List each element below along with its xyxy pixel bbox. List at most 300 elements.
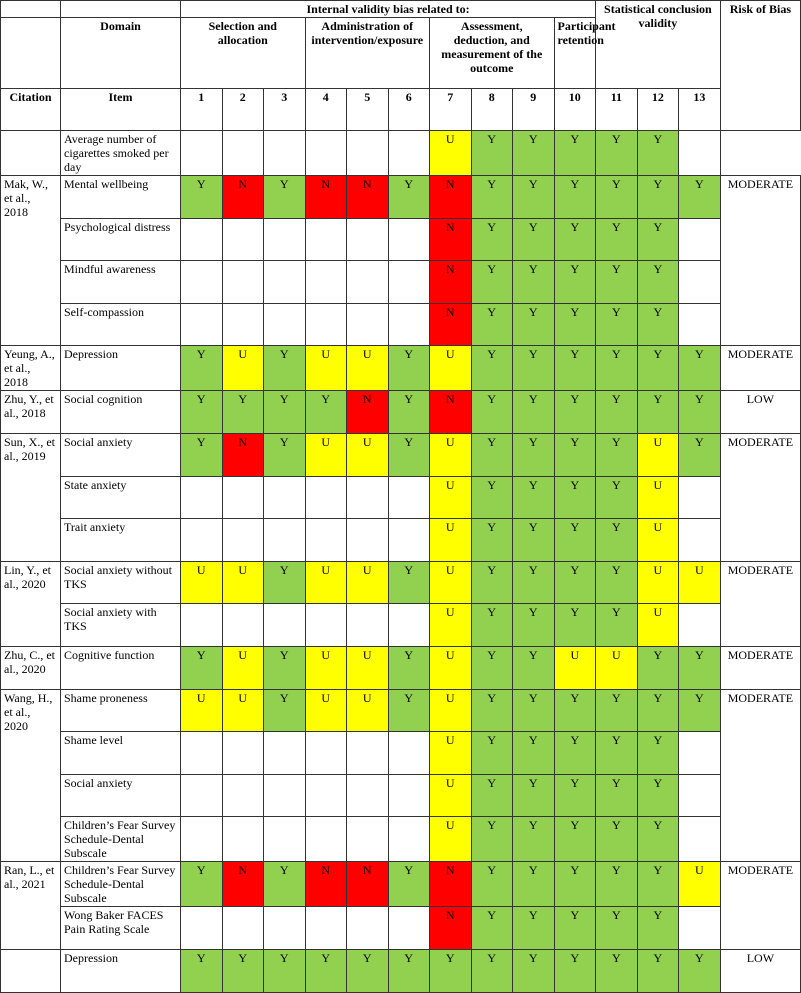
- item-cell: Self-compassion: [61, 303, 181, 346]
- rating-cell: Y: [264, 391, 306, 434]
- rating-cell: Y: [471, 433, 513, 476]
- rating-cell: Y: [679, 433, 721, 476]
- item-cell: Wong Baker FACES Pain Rating Scale: [61, 907, 181, 950]
- rating-cell: N: [430, 176, 472, 219]
- rating-cell: Y: [471, 862, 513, 907]
- rating-cell: [347, 476, 389, 519]
- domain-header: Domain: [61, 18, 181, 89]
- table-row: [1, 176, 801, 219]
- rating-cell: [305, 261, 347, 304]
- rating-cell: Y: [554, 519, 596, 562]
- rating-cell: Y: [637, 907, 679, 950]
- rating-cell: Y: [637, 817, 679, 862]
- rating-cell: Y: [596, 261, 638, 304]
- rating-cell: [679, 261, 721, 304]
- domain-group-header: Administration of intervention/exposure: [305, 18, 430, 89]
- rating-cell: [305, 303, 347, 346]
- rating-cell: Y: [679, 689, 721, 732]
- rating-cell: U: [347, 433, 389, 476]
- rating-cell: [347, 131, 389, 176]
- criterion-number: 7: [430, 89, 472, 131]
- citation-header: Citation: [1, 89, 61, 131]
- table-row: [1, 346, 801, 391]
- rating-cell: [305, 817, 347, 862]
- rating-cell: Y: [679, 646, 721, 689]
- rating-cell: [264, 907, 306, 950]
- rating-cell: Y: [347, 949, 389, 992]
- rating-cell: N: [430, 907, 472, 950]
- rating-cell: U: [347, 346, 389, 391]
- rating-cell: Y: [264, 646, 306, 689]
- rating-cell: [222, 774, 264, 817]
- rating-cell: N: [430, 261, 472, 304]
- rating-cell: Y: [513, 346, 555, 391]
- risk-cell: LOW: [720, 949, 801, 992]
- table-row: [1, 218, 801, 261]
- rating-cell: [264, 476, 306, 519]
- criterion-number: 6: [388, 89, 430, 131]
- blank-header: [61, 1, 181, 18]
- rating-cell: Y: [264, 433, 306, 476]
- item-cell: Shame proneness: [61, 689, 181, 732]
- rating-cell: Y: [222, 949, 264, 992]
- criterion-number: 8: [471, 89, 513, 131]
- rating-cell: Y: [513, 261, 555, 304]
- item-cell: Psychological distress: [61, 218, 181, 261]
- rating-cell: Y: [264, 689, 306, 732]
- rating-cell: [388, 303, 430, 346]
- rating-cell: Y: [388, 862, 430, 907]
- rating-cell: Y: [554, 261, 596, 304]
- rating-cell: [222, 131, 264, 176]
- rating-cell: [222, 303, 264, 346]
- rating-cell: U: [347, 561, 389, 604]
- rating-cell: Y: [388, 646, 430, 689]
- rating-cell: [222, 907, 264, 950]
- rating-cell: Y: [181, 646, 223, 689]
- rating-cell: Y: [637, 689, 679, 732]
- rating-cell: [347, 261, 389, 304]
- rating-cell: U: [430, 561, 472, 604]
- item-cell: Depression: [61, 346, 181, 391]
- rating-cell: U: [305, 561, 347, 604]
- rating-cell: Y: [388, 176, 430, 219]
- item-cell: Average number of cigarettes smoked per day: [61, 131, 181, 176]
- rating-cell: [679, 604, 721, 647]
- rating-cell: Y: [471, 131, 513, 176]
- rating-cell: Y: [596, 303, 638, 346]
- rating-cell: Y: [181, 949, 223, 992]
- domain-group-header: Participant retention: [554, 18, 596, 89]
- rating-cell: [181, 131, 223, 176]
- rating-cell: Y: [554, 862, 596, 907]
- rating-cell: U: [637, 476, 679, 519]
- rating-cell: U: [430, 689, 472, 732]
- table-row: [1, 732, 801, 775]
- rating-cell: [181, 907, 223, 950]
- rating-cell: Y: [554, 433, 596, 476]
- rating-cell: N: [347, 391, 389, 434]
- rating-cell: U: [430, 646, 472, 689]
- risk-cell: MODERATE: [720, 862, 801, 950]
- rating-cell: [222, 476, 264, 519]
- rating-cell: Y: [471, 476, 513, 519]
- rating-cell: Y: [471, 346, 513, 391]
- rating-cell: [181, 604, 223, 647]
- rating-cell: [679, 303, 721, 346]
- rating-cell: [181, 774, 223, 817]
- rating-cell: Y: [181, 391, 223, 434]
- citation-cell: Ran, L., et al., 2021: [1, 862, 61, 950]
- rating-cell: U: [181, 689, 223, 732]
- rating-cell: U: [637, 561, 679, 604]
- rating-cell: [388, 604, 430, 647]
- rating-cell: Y: [513, 176, 555, 219]
- rating-cell: Y: [596, 433, 638, 476]
- rating-cell: Y: [637, 218, 679, 261]
- rating-cell: Y: [554, 604, 596, 647]
- rating-cell: Y: [181, 346, 223, 391]
- rating-cell: [181, 476, 223, 519]
- rating-cell: [347, 604, 389, 647]
- rating-cell: U: [347, 689, 389, 732]
- rating-cell: [679, 907, 721, 950]
- item-cell: State anxiety: [61, 476, 181, 519]
- rating-cell: [305, 774, 347, 817]
- criterion-number: 3: [264, 89, 306, 131]
- rating-cell: Y: [554, 303, 596, 346]
- rating-cell: Y: [554, 476, 596, 519]
- rating-cell: [222, 604, 264, 647]
- domain-group-header: Selection and allocation: [181, 18, 306, 89]
- criterion-number: 9: [513, 89, 555, 131]
- rating-cell: Y: [222, 391, 264, 434]
- risk-cell: MODERATE: [720, 561, 801, 646]
- rating-cell: Y: [471, 176, 513, 219]
- rating-cell: Y: [388, 391, 430, 434]
- blank-header: [1, 18, 61, 89]
- rating-cell: Y: [513, 817, 555, 862]
- table-row: [1, 862, 801, 907]
- rating-cell: [347, 519, 389, 562]
- table-row: [1, 433, 801, 476]
- risk-cell: LOW: [720, 391, 801, 434]
- rating-cell: U: [430, 476, 472, 519]
- rating-cell: Y: [596, 519, 638, 562]
- criterion-number: 4: [305, 89, 347, 131]
- rating-cell: Y: [637, 732, 679, 775]
- item-cell: Cognitive function: [61, 646, 181, 689]
- rating-cell: [679, 732, 721, 775]
- item-cell: Social cognition: [61, 391, 181, 434]
- header-row-3: [1, 89, 801, 131]
- criterion-number: 5: [347, 89, 389, 131]
- table-row: [1, 689, 801, 732]
- rating-cell: [347, 218, 389, 261]
- rating-cell: U: [430, 604, 472, 647]
- table-row: [1, 949, 801, 992]
- table-row: [1, 646, 801, 689]
- item-cell: Social anxiety: [61, 774, 181, 817]
- item-cell: Children’s Fear Survey Schedule-Dental Subscale: [61, 817, 181, 862]
- rating-cell: Y: [181, 433, 223, 476]
- domain-group-header: Assessment, deduction, and measurement of the outcome: [430, 18, 555, 89]
- rating-cell: Y: [596, 176, 638, 219]
- rating-cell: Y: [554, 131, 596, 176]
- citation-cell: Lin, Y., et al., 2020: [1, 561, 61, 646]
- rating-cell: Y: [554, 176, 596, 219]
- rating-cell: Y: [637, 303, 679, 346]
- rating-cell: U: [181, 561, 223, 604]
- rating-cell: Y: [679, 391, 721, 434]
- rating-cell: Y: [637, 949, 679, 992]
- rating-cell: [388, 732, 430, 775]
- citation-cell: Mak, W., et al., 2018: [1, 176, 61, 346]
- rating-cell: [264, 604, 306, 647]
- rating-cell: Y: [637, 391, 679, 434]
- rating-cell: Y: [388, 689, 430, 732]
- table-row: [1, 907, 801, 950]
- table-row: [1, 817, 801, 862]
- rating-cell: Y: [679, 346, 721, 391]
- table-row: [1, 561, 801, 604]
- table-body: [1, 131, 801, 993]
- rating-cell: [264, 519, 306, 562]
- citation-cell: [1, 131, 61, 176]
- item-cell: Mindful awareness: [61, 261, 181, 304]
- statistical-validity-header: Statistical conclusion validity: [596, 1, 721, 89]
- item-cell: Trait anxiety: [61, 519, 181, 562]
- rating-cell: Y: [471, 774, 513, 817]
- rating-cell: [388, 774, 430, 817]
- rating-cell: [305, 131, 347, 176]
- rating-cell: U: [637, 433, 679, 476]
- criterion-number: 13: [679, 89, 721, 131]
- rating-cell: U: [637, 519, 679, 562]
- rating-cell: [388, 218, 430, 261]
- rating-cell: [347, 817, 389, 862]
- rating-cell: Y: [637, 646, 679, 689]
- rating-cell: U: [305, 346, 347, 391]
- rating-cell: Y: [637, 176, 679, 219]
- rating-cell: [388, 817, 430, 862]
- rating-cell: [305, 476, 347, 519]
- rating-cell: U: [222, 646, 264, 689]
- rating-cell: [181, 519, 223, 562]
- rating-cell: Y: [305, 949, 347, 992]
- table-row: [1, 604, 801, 647]
- rating-cell: Y: [471, 732, 513, 775]
- rating-cell: Y: [596, 476, 638, 519]
- rating-cell: Y: [471, 519, 513, 562]
- item-header: Item: [61, 89, 181, 131]
- rating-cell: U: [305, 646, 347, 689]
- citation-cell: Wang, H., et al., 2020: [1, 689, 61, 862]
- rating-cell: [388, 476, 430, 519]
- rating-cell: Y: [554, 907, 596, 950]
- rating-cell: [347, 907, 389, 950]
- rating-cell: Y: [513, 391, 555, 434]
- rating-cell: [305, 907, 347, 950]
- rating-cell: Y: [430, 949, 472, 992]
- rating-cell: Y: [637, 862, 679, 907]
- rating-cell: Y: [305, 391, 347, 434]
- risk-cell: MODERATE: [720, 176, 801, 346]
- risk-cell: MODERATE: [720, 433, 801, 561]
- rating-cell: Y: [596, 391, 638, 434]
- citation-cell: Zhu, C., et al., 2020: [1, 646, 61, 689]
- rating-cell: [264, 131, 306, 176]
- rating-cell: Y: [596, 561, 638, 604]
- internal-validity-header: Internal validity bias related to:: [181, 1, 596, 18]
- rating-cell: Y: [679, 949, 721, 992]
- rating-cell: Y: [554, 346, 596, 391]
- rating-cell: Y: [513, 949, 555, 992]
- rating-cell: Y: [513, 131, 555, 176]
- rating-cell: Y: [471, 303, 513, 346]
- rating-cell: Y: [513, 689, 555, 732]
- rating-cell: [347, 303, 389, 346]
- rating-cell: U: [679, 862, 721, 907]
- table-row: [1, 774, 801, 817]
- rating-cell: Y: [471, 646, 513, 689]
- citation-cell: Zhu, Y., et al., 2018: [1, 391, 61, 434]
- rating-cell: [305, 519, 347, 562]
- criterion-number: 2: [222, 89, 264, 131]
- rating-cell: Y: [513, 303, 555, 346]
- rating-cell: N: [305, 862, 347, 907]
- rating-cell: Y: [596, 689, 638, 732]
- rating-cell: N: [222, 862, 264, 907]
- rating-cell: [264, 774, 306, 817]
- rating-cell: Y: [513, 519, 555, 562]
- rating-cell: Y: [181, 176, 223, 219]
- rating-cell: Y: [513, 561, 555, 604]
- rating-cell: Y: [513, 732, 555, 775]
- rating-cell: [347, 732, 389, 775]
- rating-cell: Y: [513, 476, 555, 519]
- rating-cell: [679, 218, 721, 261]
- rating-cell: U: [347, 646, 389, 689]
- rating-cell: [181, 732, 223, 775]
- rating-cell: Y: [596, 732, 638, 775]
- item-cell: Mental wellbeing: [61, 176, 181, 219]
- item-cell: Depression: [61, 949, 181, 992]
- rating-cell: [679, 774, 721, 817]
- rating-cell: [264, 303, 306, 346]
- rating-cell: Y: [388, 949, 430, 992]
- criterion-number: 1: [181, 89, 223, 131]
- rating-cell: Y: [513, 646, 555, 689]
- rating-cell: [305, 732, 347, 775]
- table-row: [1, 131, 801, 176]
- rating-cell: Y: [388, 346, 430, 391]
- rating-cell: Y: [596, 817, 638, 862]
- table-row: [1, 261, 801, 304]
- rating-cell: Y: [471, 261, 513, 304]
- rating-cell: [388, 131, 430, 176]
- rating-cell: Y: [554, 774, 596, 817]
- rating-cell: Y: [637, 131, 679, 176]
- rating-cell: [305, 604, 347, 647]
- rating-cell: Y: [513, 433, 555, 476]
- rating-cell: Y: [596, 604, 638, 647]
- rating-cell: N: [430, 391, 472, 434]
- rating-cell: [181, 218, 223, 261]
- rating-cell: Y: [637, 774, 679, 817]
- rating-cell: U: [305, 689, 347, 732]
- rating-cell: Y: [554, 949, 596, 992]
- rating-cell: U: [430, 346, 472, 391]
- rating-cell: Y: [596, 907, 638, 950]
- rating-cell: [679, 131, 721, 176]
- rating-cell: Y: [596, 774, 638, 817]
- rating-cell: [181, 817, 223, 862]
- rating-cell: Y: [264, 176, 306, 219]
- table-row: [1, 476, 801, 519]
- rating-cell: Y: [596, 949, 638, 992]
- header-row-1: [1, 1, 801, 18]
- citation-cell: Yeung, A., et al., 2018: [1, 346, 61, 391]
- rating-cell: [222, 732, 264, 775]
- rating-cell: Y: [471, 218, 513, 261]
- rating-cell: U: [679, 561, 721, 604]
- rating-cell: Y: [471, 949, 513, 992]
- table-row: [1, 303, 801, 346]
- rating-cell: U: [430, 131, 472, 176]
- risk-cell: MODERATE: [720, 346, 801, 391]
- rating-cell: [388, 519, 430, 562]
- rating-cell: Y: [388, 561, 430, 604]
- rating-cell: U: [554, 646, 596, 689]
- rating-cell: [347, 774, 389, 817]
- rating-cell: [679, 817, 721, 862]
- rating-cell: Y: [181, 862, 223, 907]
- rating-cell: U: [430, 433, 472, 476]
- rating-cell: Y: [513, 907, 555, 950]
- rating-cell: U: [430, 732, 472, 775]
- rating-cell: N: [347, 862, 389, 907]
- item-cell: Social anxiety without TKS: [61, 561, 181, 604]
- rating-cell: [264, 732, 306, 775]
- rating-cell: U: [222, 689, 264, 732]
- rating-cell: Y: [637, 261, 679, 304]
- criterion-number: 11: [596, 89, 638, 131]
- rating-cell: N: [347, 176, 389, 219]
- rating-cell: Y: [388, 433, 430, 476]
- criterion-number: 10: [554, 89, 596, 131]
- rating-cell: Y: [513, 604, 555, 647]
- rating-cell: Y: [264, 949, 306, 992]
- rating-cell: N: [430, 218, 472, 261]
- rating-cell: Y: [513, 218, 555, 261]
- rating-cell: Y: [554, 391, 596, 434]
- rating-cell: Y: [554, 689, 596, 732]
- rating-cell: [222, 218, 264, 261]
- rating-cell: N: [430, 303, 472, 346]
- rating-cell: U: [430, 774, 472, 817]
- rating-cell: Y: [471, 817, 513, 862]
- risk-cell: MODERATE: [720, 689, 801, 862]
- rating-cell: Y: [471, 561, 513, 604]
- rating-cell: U: [222, 346, 264, 391]
- rating-cell: Y: [554, 561, 596, 604]
- rating-cell: U: [430, 519, 472, 562]
- risk-of-bias-header: Risk of Bias: [720, 1, 801, 131]
- rating-cell: [222, 261, 264, 304]
- rating-cell: [222, 817, 264, 862]
- rating-cell: Y: [471, 391, 513, 434]
